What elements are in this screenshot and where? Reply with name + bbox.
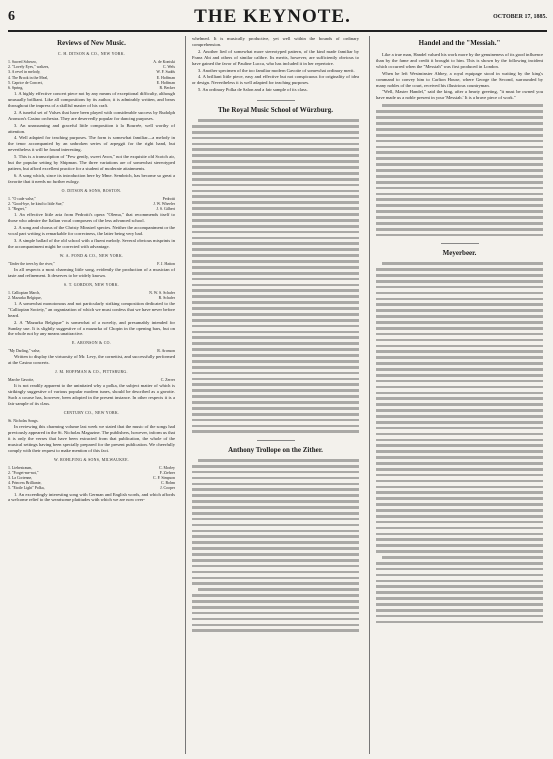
list-item: 3. A revel in melody, W. F. Sudds xyxy=(8,70,175,75)
review-paragraph: 1. A somewhat monotonous and not particularly striking composition dedicated to the "Calliopian Society," an organization of which we must confess that we have never before heard. xyxy=(8,300,175,318)
publisher-heading: C. H. DITSON & CO., NEW YORK. xyxy=(57,52,126,56)
list-item: 5. "Etoile Light" Polka, J. Cooper xyxy=(8,486,175,491)
publisher-item-list xyxy=(8,60,175,91)
review-paragraph: 5. This is a transcription of "Few gently, sweet Avon," not the exquisite old Scotch air, but the popular setting by Shipman. The three variations are of somewhat stereotyped pattern, but afford excellent practice for a student of moderate attainments. xyxy=(8,154,175,171)
publisher-heading: W. ROHLFING & SONS, MILWAUKEE. xyxy=(53,457,130,462)
section-heading-handel: Handel and the "Messiah." xyxy=(418,39,501,47)
review-paragraph: 1. An exceedingly interesting song with German and English words, and which affords a welcome relief to the wearisome platitudes with which we are now over- xyxy=(8,491,175,503)
section-heading-wurzburg: The Royal Music School of Würzburg. xyxy=(218,106,333,115)
column-reviews xyxy=(8,36,175,756)
divider xyxy=(192,97,359,103)
review-paragraph: 3. A simple ballad of the old school with a fluent melody. Several obvious misprints in the accompaniment might be corrected with advantage. xyxy=(8,237,175,249)
issue-date: OCTOBER 17, 1885. xyxy=(493,14,547,20)
list-item: 2. "Good-bye, be kind to little Sue," J. W. Wheeler xyxy=(8,201,175,206)
review-paragraph: 2. Another lied of somewhat more stereotyped pattern, of the kind made familiar by Franz Abt and others of similar calibre. Its merits, however, are sufficiently obvious to have gained the favor of Pauline Lucca, who has included it in her repertoire. xyxy=(192,48,359,66)
list-item: 1. Sacred Scherzo, A. de Kontski xyxy=(8,59,175,64)
publisher-heading: O. DITSON & SONS, BOSTON. xyxy=(61,188,122,193)
review-paragraph: 6. A song which, since its introduction here by Mme. Sembrich, has become so great a favorite that it needs no further eulogy. xyxy=(8,172,175,184)
section-heading-meyerbeer: Meyerbeer. xyxy=(442,249,477,258)
newspaper-title: THE KEYNOTE. xyxy=(194,6,351,27)
article-body-illegible xyxy=(376,262,543,623)
article-paragraph: When he left Westminster Abbey, a royal equipage stood in waiting by the king's command to convey him to Carlton House, where George the Second, surrounded by many nobles of the court, received his illustrious countryman. xyxy=(376,70,543,88)
review-paragraph: It is not readily apparent to the uninitated why a polka, the subject matter of which is strikingly suggestive of various popular modern tunes, should be described as a gavotte. Such a course has, however, been adopted in the present instance. In other respects it is a fair sample of its class. xyxy=(8,383,175,407)
publisher-heading: CENTURY CO., NEW YORK. xyxy=(63,411,120,415)
list-item: St. Nicholas Songs. xyxy=(8,418,39,423)
publisher-heading: E. ARONSON & CO. xyxy=(71,341,112,346)
divider xyxy=(192,437,359,443)
article-paragraph: Like a true man, Handel valued his work more by the genuineness of its good influence than by the fame and credit it brought to him. This is shown by the following incident which occurred when the "Messiah" was first produced in London. xyxy=(376,52,543,69)
divider xyxy=(376,240,543,246)
list-item: 4. The Brook in the Meal, E. Hoffman xyxy=(8,75,175,80)
column-right xyxy=(376,36,543,756)
article-body-illegible xyxy=(192,119,359,433)
review-paragraph: 2. A "Mazurka Belgique" is somewhat of a novelty, and presumably intended for Sunday use. It is slightly suggestive of a mazurka of Chopin in the opening bars, but on the whole not by any means unattractive. xyxy=(8,319,175,337)
article-body-illegible xyxy=(192,459,359,632)
publisher-heading: W. A. POND & CO., NEW YORK. xyxy=(59,253,124,258)
list-item: 1. Calliopian March, N. W. S. Schafer xyxy=(8,290,175,295)
list-item: 2. "Lovely Eyes," waltzes, C. Wels xyxy=(8,65,175,70)
review-paragraph: 2. A song and chorus of the Christy Minstrel species. Neither the accompaniment or the vocal part writing is remarkable for correctness, the latter being very bad. xyxy=(8,225,175,236)
page-number: 6 xyxy=(8,9,15,24)
column-divider xyxy=(369,36,370,754)
list-item: 6. Spring, R. Becker xyxy=(8,85,175,90)
review-paragraph: whelmed. It is musically productive, yet well within the bounds of ordinary comprehension. xyxy=(192,36,359,47)
publisher-heading: S. T. GORDON, NEW YORK. xyxy=(63,282,120,287)
review-paragraph: 1. A highly effective concert piece not by any means of exceptional difficulty, although unusually brilliant. Like all compositions by its author, it is admirably written, and bears throughout the impress of a skillful master of his craft. xyxy=(8,91,175,108)
section-heading-trollope: Anthony Trollope on the Zither. xyxy=(228,446,323,455)
section-heading-reviews: Reviews of New Music. xyxy=(57,39,126,47)
review-paragraph: 1. An effective little aria from Pedrotti's opera "Olema," that recommends itself to those who admire the Italian vocal composers of the less advanced school. xyxy=(8,212,175,224)
list-item: Marche Gavotte, C. Zerrer xyxy=(8,378,175,383)
list-item: 2. Mazurka Belgique, R. Schafer xyxy=(8,295,175,300)
publisher-heading: J. M. HOFFMAN & CO., PITTSBURG. xyxy=(55,370,128,375)
list-item: "My Darling," valse, R. Aronson xyxy=(8,349,175,354)
article-body-illegible xyxy=(376,104,543,236)
list-item: 2. "Forget-me-not," F. Ziehrer xyxy=(8,470,175,475)
list-item: 3. La Cortenne, C. F. Simpson xyxy=(8,475,175,480)
list-item: 5. Caprice de Concert, E. Hoffman xyxy=(8,80,175,85)
list-item: 4. Princess Brilliante, C. Bohm xyxy=(8,481,175,486)
review-paragraph: 5. An ordinary Polka de Salon and a fair sample of its class. xyxy=(198,87,308,93)
review-paragraph: 2. A tuneful set of Valses that have been played with considerable success by Rudolph Aronson's Casino orchestra. They are deservedly popular for dancing purposes. xyxy=(8,109,175,121)
review-paragraph: Written to display the virtuosity of Mr. Levy, the cornettist, and successfully performed at the Casino concerts. xyxy=(8,354,175,366)
column-divider xyxy=(185,36,186,754)
review-paragraph: 3. Another specimen of the too familiar modern Gavotte of somewhat ordinary merit. xyxy=(198,67,355,73)
review-paragraph: In all respects a most charming little song, evidently the production of a musician of taste and refinement. It deserves to be widely known. xyxy=(8,266,175,278)
page-header xyxy=(8,4,547,32)
list-item: 3. "Regret," J. S. Gilbert xyxy=(8,207,175,212)
article-paragraph: "Well, Master Handel," said the king, after a hearty greeting, "it must be owned you have made us a noble present in your 'Messiah.' It is a brave piece of work." xyxy=(376,89,543,101)
review-paragraph: 3. An unassuming and graceful little composition à la Bourrée, well worthy of attention. xyxy=(8,122,175,134)
list-item: "Under the trees by the river," F. J. Hatton xyxy=(8,261,175,266)
review-paragraph: In reviewing this charming volume last week we stated that the music of the songs had previously appeared in the St. Nicholas Magazine. The publishers, however, inform us that it is only the verses that have been extracted from that publication, the whole of the musical settings having been specially prepared for the present publication. We cheerfully comply with their request to make mention of this fact. xyxy=(8,424,175,453)
list-item: 1. Liebestraum, C. Morley xyxy=(8,465,175,470)
review-paragraph: 4. Well adapted for teaching purposes. The form is somewhat familiar—a melody in the tenor accompanied by an unbroken series of arpeggii for the right hand, but nevertheless it will be found interesting. xyxy=(8,135,175,153)
review-paragraph: 4. A brilliant little piece, easy and effective but not conspicuous for originality of idea or design. Nevertheless it is well adapted for teaching purposes. xyxy=(192,74,359,86)
column-middle xyxy=(192,36,359,756)
list-item: 1. "O cade valse," Pedrotti xyxy=(8,196,175,201)
